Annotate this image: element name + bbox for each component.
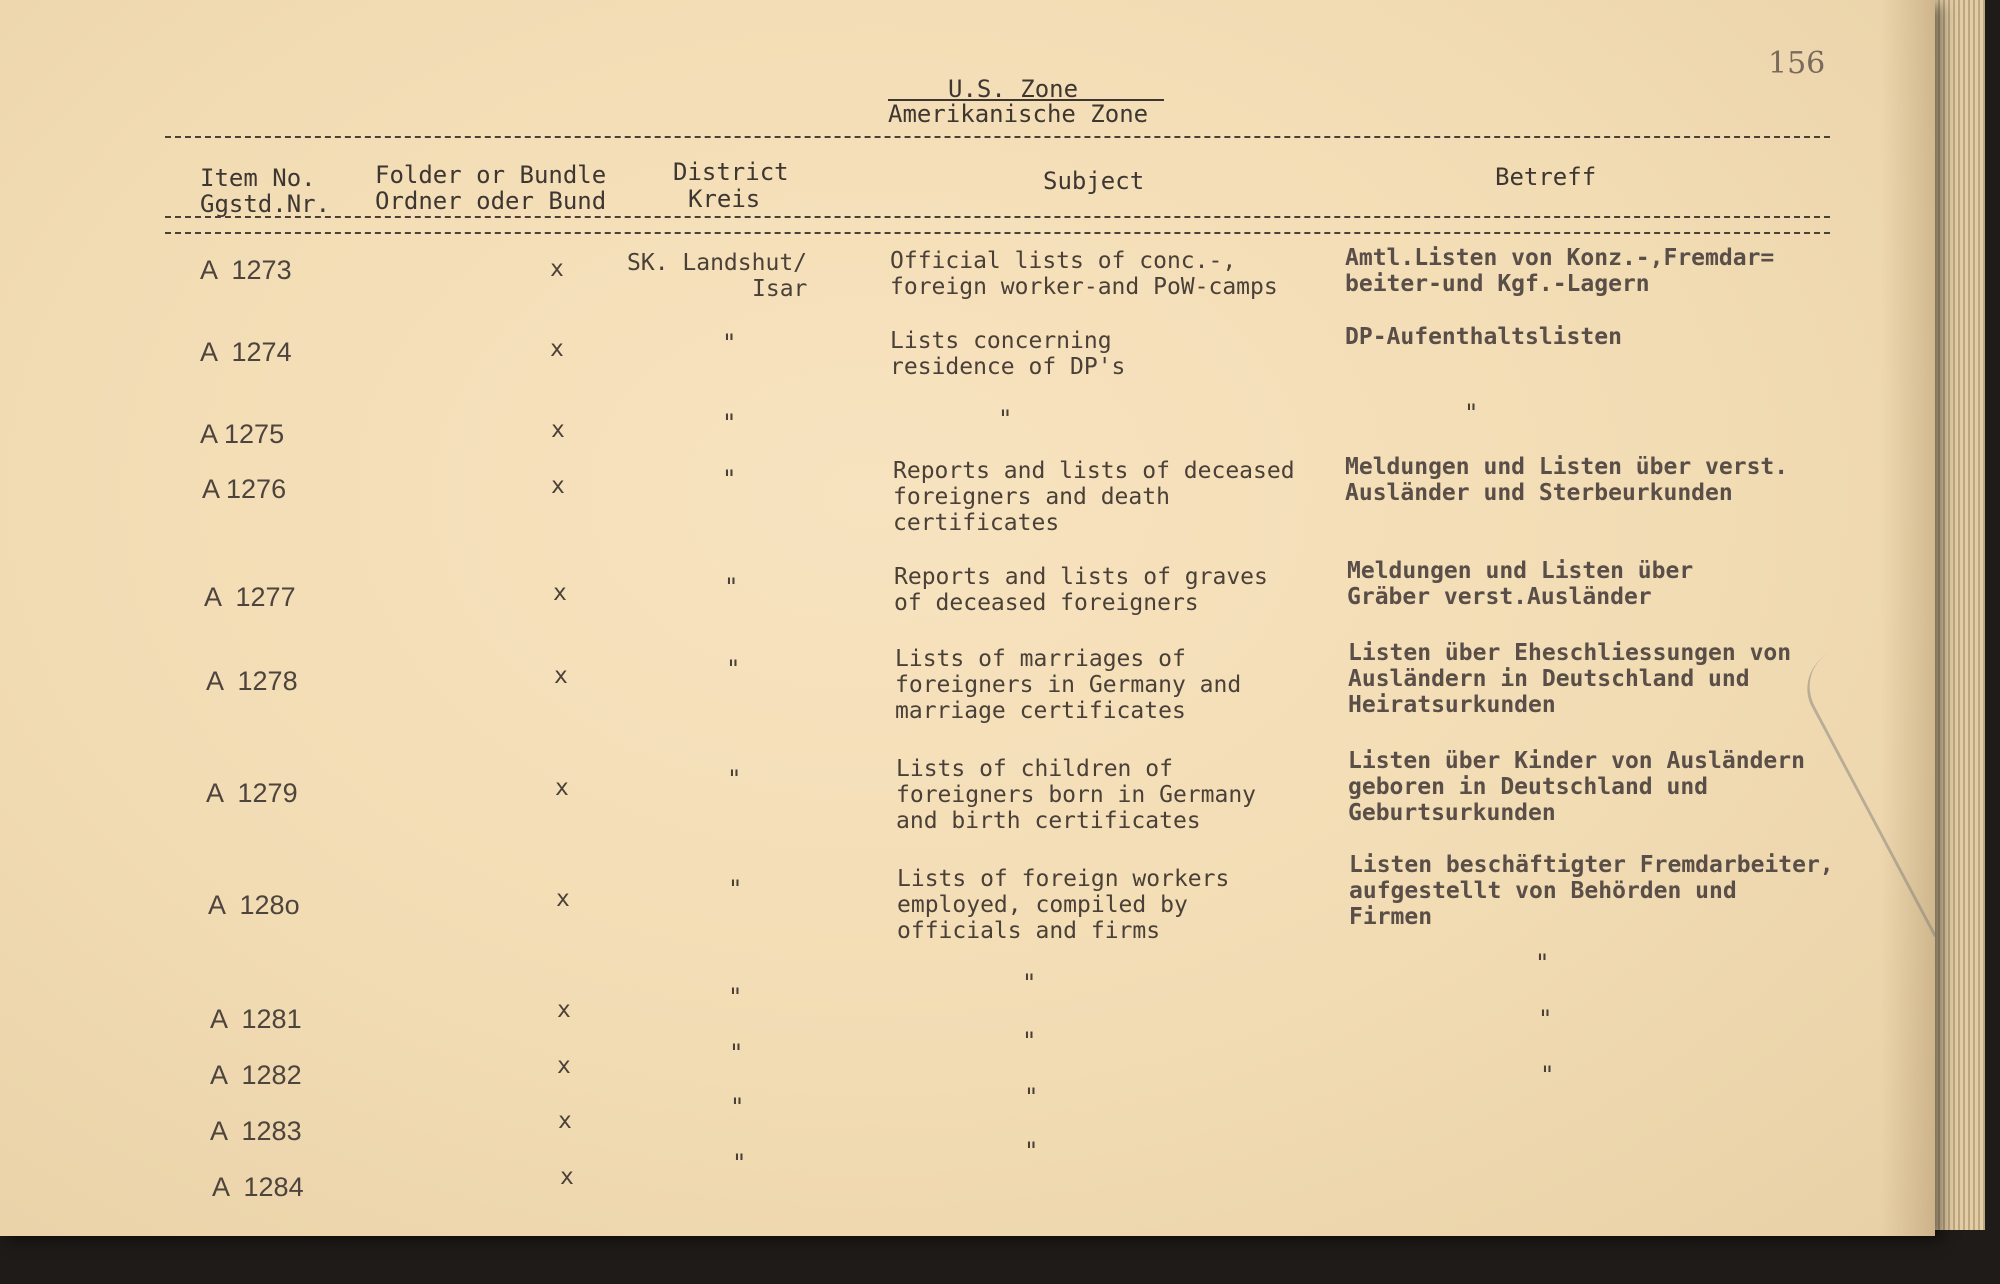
district-ditto: " [727,765,742,793]
col-header-folder-en: Folder or Bundle [375,161,607,189]
subject-line: Official lists of conc.-, [890,248,1237,274]
col-header-folder-de: Ordner oder Bund [375,187,607,215]
district-ditto: " [730,1093,745,1121]
folder-mark: x [557,1053,571,1079]
folder-mark: x [551,417,565,443]
item-number: A 1274 [200,337,292,367]
district-ditto: " [732,1149,747,1177]
betreff-ditto: " [1538,1005,1553,1033]
subject-line: officials and firms [897,918,1161,944]
betreff-line: Meldungen und Listen über [1347,558,1694,584]
folder-mark: x [555,775,569,801]
header-top-rule [165,136,1830,138]
subject-line: Lists of foreign workers [897,866,1230,892]
district-ditto: " [724,573,739,601]
item-number: A 1283 [210,1116,302,1146]
subject-ditto: " [1024,1137,1039,1165]
folder-mark: x [556,886,570,912]
district-ditto: " [728,875,743,903]
col-header-item-de: Ggstd.Nr. [200,190,331,218]
col-header-subject: Subject [1043,167,1145,195]
item-number: A 128o [208,890,300,920]
subject-line: foreign worker-and PoW-camps [890,274,1278,300]
subject-line: foreigners in Germany and [895,672,1242,698]
item-number: A 1284 [212,1172,304,1202]
district-ditto: " [726,655,741,683]
district-ditto: " [722,465,737,493]
item-number: A 1282 [210,1060,302,1090]
folder-mark: x [557,997,571,1023]
subject-line: employed, compiled by [897,892,1188,918]
folder-mark: x [554,663,568,689]
subject-line: Lists concerning [890,328,1112,354]
betreff-ditto: " [1464,399,1479,427]
item-number: A 1273 [200,255,292,285]
subject-line: foreigners born in Germany [896,782,1257,808]
district-ditto: " [729,1039,744,1067]
district-ditto: " [722,329,737,357]
subject-line: Reports and lists of deceased [893,458,1295,484]
district-ditto: " [728,983,743,1011]
folder-mark: x [558,1108,572,1134]
betreff-line: DP-Aufenthaltslisten [1345,324,1622,350]
subject-ditto: " [1022,969,1037,997]
betreff-line: Heiratsurkunden [1348,692,1556,718]
subject-line: Reports and lists of graves [894,564,1268,590]
page-number: 156 [1768,46,1826,81]
district-line: SK. Landshut/ [627,250,808,276]
betreff-line: Meldungen und Listen über verst. [1345,454,1789,480]
subject-line: marriage certificates [895,698,1186,724]
betreff-line: Listen über Kinder von Ausländern [1348,748,1805,774]
zone-title-german: Amerikanische Zone [888,100,1149,128]
betreff-ditto: " [1540,1061,1555,1089]
col-header-district-en: District [673,158,789,186]
folder-mark: x [553,580,567,606]
betreff-line: beiter-und Kgf.-Lagern [1345,271,1650,297]
folder-mark: x [550,256,564,282]
betreff-line: geboren in Deutschland und [1348,774,1709,800]
betreff-line: Gräber verst.Ausländer [1347,584,1652,610]
subject-line: residence of DP's [890,354,1126,380]
subject-ditto: " [1024,1083,1039,1111]
col-header-betreff: Betreff [1495,163,1597,191]
subject-line: certificates [893,510,1060,536]
subject-line: and birth certificates [896,808,1201,834]
item-number: A 1281 [210,1004,302,1034]
header-bottom-rule [165,232,1830,234]
subject-line: Lists of marriages of [895,646,1186,672]
item-number: A 1279 [206,778,298,808]
betreff-line: Listen über Eheschliessungen von [1348,640,1792,666]
district-line: Isar [752,276,808,302]
page-fold-shadow [1880,0,1935,1236]
subject-line: of deceased foreigners [894,590,1199,616]
folder-mark: x [550,336,564,362]
betreff-line: Geburtsurkunden [1348,800,1556,826]
item-number: A 1276 [202,474,287,504]
item-number: A 1275 [200,419,285,449]
subject-line: Lists of children of [896,756,1173,782]
betreff-line: Amtl.Listen von Konz.-,Fremdar= [1345,245,1775,271]
betreff-line: aufgestellt von Behörden und [1349,878,1737,904]
item-number: A 1277 [204,582,296,612]
folder-mark: x [551,473,565,499]
betreff-line: Firmen [1349,904,1433,930]
subject-ditto: " [998,405,1013,433]
betreff-line: Ausländern in Deutschland und [1348,666,1750,692]
header-mid-rule [165,216,1830,218]
page-stack-edge [1930,0,1985,1230]
betreff-ditto: " [1535,949,1550,977]
betreff-line: Listen beschäftigter Fremdarbeiter, [1349,852,1834,878]
col-header-district-de: Kreis [688,185,761,213]
item-number: A 1278 [206,666,298,696]
betreff-line: Ausländer und Sterbeurkunden [1345,480,1733,506]
subject-line: foreigners and death [893,484,1170,510]
zone-title-english: U.S. Zone [948,75,1079,103]
district-ditto: " [722,409,737,437]
col-header-item-en: Item No. [200,164,316,192]
folder-mark: x [560,1164,574,1190]
subject-ditto: " [1022,1027,1037,1055]
